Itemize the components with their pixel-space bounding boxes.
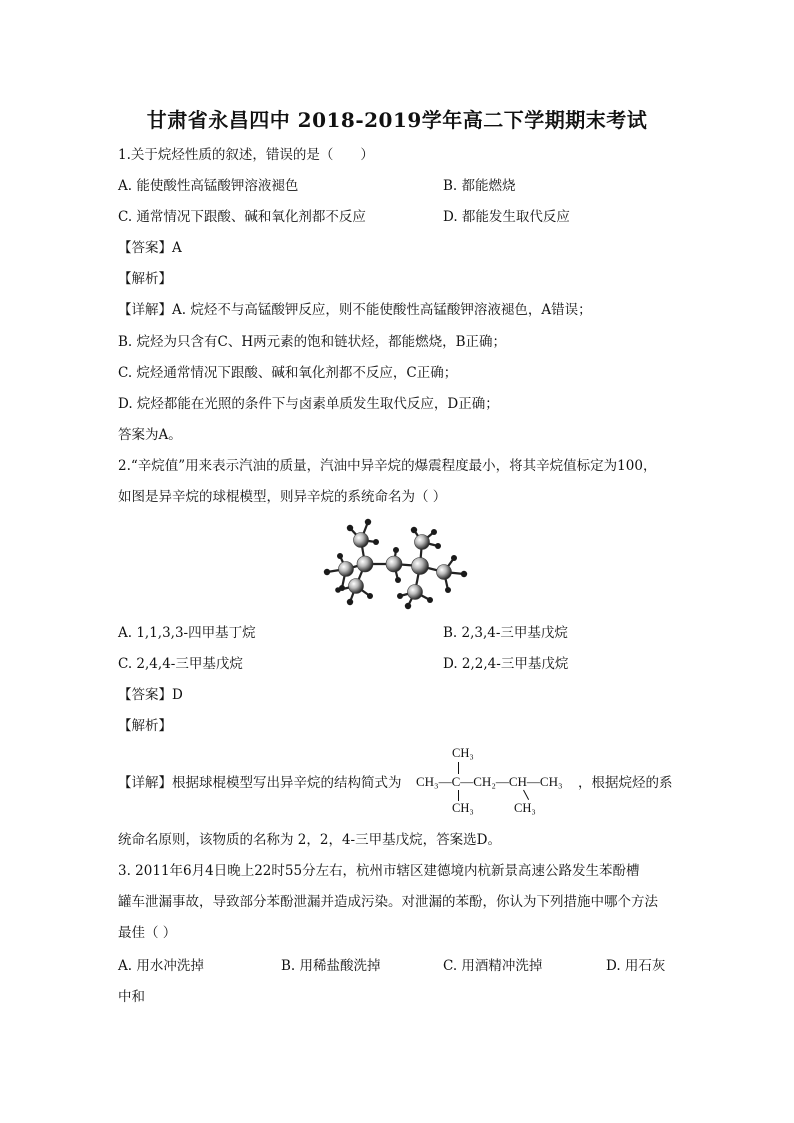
q3-option-b: B. 用稀盐酸洗掉	[281, 958, 381, 974]
q3-option-a: A. 用水冲洗掉	[118, 958, 204, 974]
q1-detail-1: 【详解】A. 烷烃不与高锰酸钾反应，则不能使酸性高锰酸钾溶液褪色，A错误；	[118, 302, 592, 318]
q2-stem-line-2: 如图是异辛烷的球棍模型，则异辛烷的系统命名为（ ）	[118, 489, 447, 505]
q2-option-a: A. 1,1,3,3-四甲基丁烷	[118, 625, 256, 641]
isooctane-ball-stick-model	[318, 512, 476, 616]
q1-option-c: C. 通常情况下跟酸、碱和氧化剂都不反应	[118, 209, 366, 225]
q1-option-b: B. 都能燃烧	[443, 178, 516, 194]
q3-stem-line-2: 罐车泄漏事故，导致部分苯酚泄漏并造成污染。对泄漏的苯酚，你认为下列措施中哪个方法	[118, 894, 658, 910]
q1-option-d: D. 都能发生取代反应	[443, 209, 570, 225]
q1-detail-2: B. 烷烃为只含有C、H两元素的饱和链状烃，都能燃烧，B正确；	[118, 334, 507, 350]
structural-formula-main: CH₃—C—CH₂—CH—CH₃	[416, 774, 563, 789]
q1-answer: 【答案】A	[118, 240, 182, 256]
page-title: 甘肃省永昌四中 2018-2019学年高二下学期期末考试	[146, 108, 648, 132]
q2-stem-line-1: 2.“辛烷值”用来表示汽油的质量，汽油中异辛烷的爆震程度最小，将其辛烷值标定为100，	[118, 458, 657, 474]
q1-conclusion: 答案为A。	[118, 427, 182, 443]
q2-answer: 【答案】D	[118, 687, 183, 703]
q3-option-d-continued: 中和	[118, 989, 145, 1005]
q3-option-d: D. 用石灰	[606, 958, 666, 974]
q1-stem: 1.关于烷烃性质的叙述，错误的是（ ）	[118, 147, 374, 163]
q3-stem-line-1: 3. 2011年6月4日晚上22时55分左右，杭州市辖区建德境内杭新景高速公路发生苯酚槽	[118, 863, 640, 879]
q1-option-a: A. 能使酸性高锰酸钾溶液褪色	[118, 178, 299, 194]
q2-detail-2: 统命名原则，该物质的名称为 2，2，4-三甲基戊烷，答案选D。	[118, 832, 501, 848]
q2-option-b: B. 2,3,4-三甲基戊烷	[443, 625, 568, 641]
structural-formula-bond-bottom-2	[523, 790, 529, 800]
structural-formula-top-methyl: CH₃	[452, 746, 474, 760]
q2-option-c: C. 2,4,4-三甲基戊烷	[118, 656, 243, 672]
q3-option-c: C. 用酒精冲洗掉	[443, 958, 543, 974]
q2-detail-prefix: 【详解】根据球棍模型写出异辛烷的结构简式为	[118, 775, 402, 791]
q2-option-d: D. 2,2,4-三甲基戊烷	[443, 656, 569, 672]
q2-detail-suffix: ，根据烷烃的系	[578, 775, 673, 791]
structural-formula-bottom-methyl-1: CH₃	[452, 801, 474, 815]
q1-detail-3: C. 烷烃通常情况下跟酸、碱和氧化剂都不反应，C正确；	[118, 365, 458, 381]
q1-analysis-heading: 【解析】	[118, 271, 172, 287]
q3-stem-line-3: 最佳（ ）	[118, 925, 177, 941]
structural-formula-bond-top	[458, 762, 459, 774]
structural-formula-bond-bottom-1	[458, 790, 459, 801]
structural-formula-bottom-methyl-2: CH₃	[514, 801, 536, 815]
q1-detail-4: D. 烷烃都能在光照的条件下与卤素单质发生取代反应，D正确；	[118, 396, 499, 412]
q2-analysis-heading: 【解析】	[118, 718, 172, 734]
